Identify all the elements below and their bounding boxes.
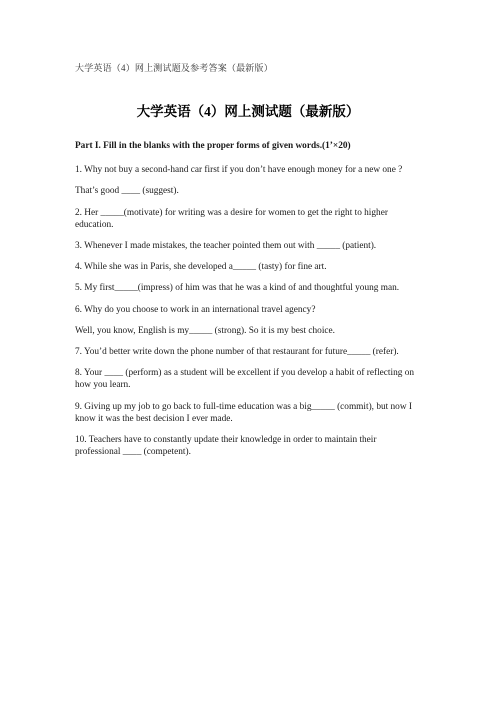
question-text: 2. Her _____(motivate) for writing was a desire for women to get the right to higher education. xyxy=(75,207,388,230)
question-6 xyxy=(75,304,420,337)
question-7 xyxy=(75,346,420,358)
part-heading: Part I. Fill in the blanks with the proper forms of given words.(1’×20) xyxy=(75,141,351,151)
question-8 xyxy=(75,367,420,391)
question-4 xyxy=(75,261,420,273)
question-1 xyxy=(75,164,420,197)
question-text: 4. While she was in Paris, she developed a_____ (tasty) for fine art. xyxy=(75,262,327,273)
document-title: 大学英语（4）网上测试题（最新版） xyxy=(136,104,360,119)
question-answer-line: Well, you know, English is my_____ (strong). So it is my best choice. xyxy=(75,325,335,336)
question-2 xyxy=(75,207,420,231)
question-text: 9. Giving up my job to go back to full-time education was a big_____ (commit), but now I know it was the best decision I ever made. xyxy=(75,401,412,424)
document-body xyxy=(75,140,420,467)
question-3 xyxy=(75,240,420,252)
question-text: 3. Whenever I made mistakes, the teacher pointed them out with _____ (patient). xyxy=(75,241,377,252)
question-9 xyxy=(75,401,420,425)
question-5 xyxy=(75,282,420,294)
question-text: 5. My first_____(impress) of him was that he was a kind of and thoughtful young man. xyxy=(75,283,400,294)
question-text: 1. Why not buy a second-hand car first if you don’t have enough money for a new one ? xyxy=(75,165,403,176)
question-text: 8. Your ____ (perform) as a student will be excellent if you develop a habit of reflecting on how you learn. xyxy=(75,368,414,391)
question-text: 7. You’d better write down the phone number of that restaurant for future_____ (refer). xyxy=(75,347,399,358)
running-header: 大学英语（4）网上测试题及参考答案（最新版） xyxy=(75,63,273,73)
question-text: 6. Why do you choose to work in an international travel agency? xyxy=(75,304,316,315)
question-answer-line: That’s good ____ (suggest). xyxy=(75,186,179,197)
question-text: 10. Teachers have to constantly update their knowledge in order to maintain their professional ____ (competent). xyxy=(75,435,377,458)
question-10 xyxy=(75,434,420,458)
